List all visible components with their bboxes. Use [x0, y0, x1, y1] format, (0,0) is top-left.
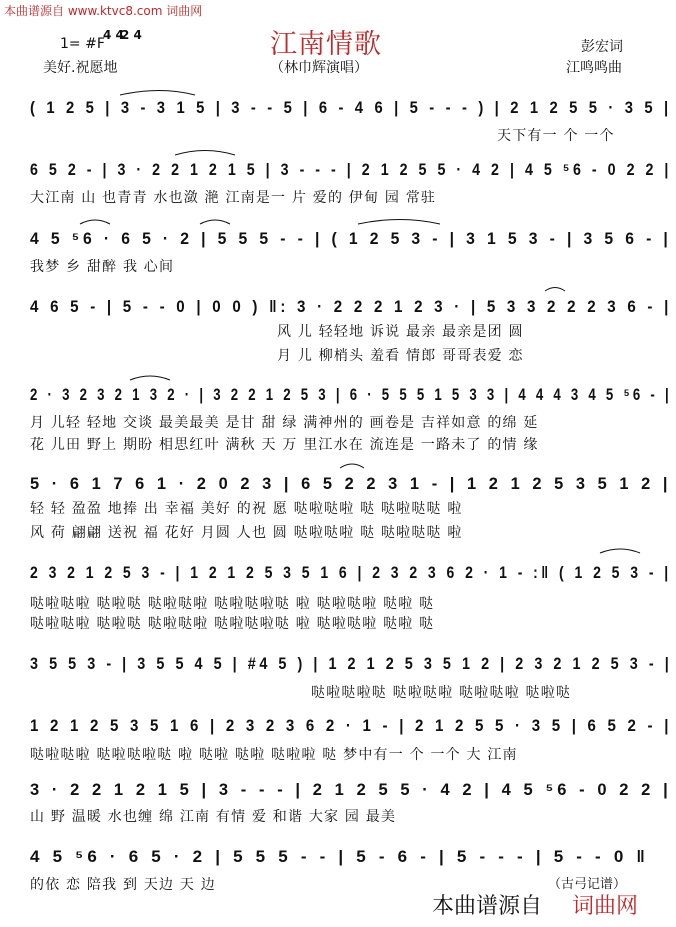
singer-credit: （林巾辉演唱）: [270, 60, 368, 76]
lyricist-credit: 彭宏词: [581, 39, 623, 55]
slur-mark: [80, 220, 110, 224]
notation-line-10: 3 · 2 2 1 2 1 5 | 3 - - - | 2 1 2 5 5 · 4 2 | 4 5 ⁵6 - 0 2 2 |: [30, 780, 672, 799]
slur-mark: [175, 151, 235, 156]
slur-mark: [358, 220, 440, 225]
time-signature-2-4: 2 4: [121, 28, 142, 42]
slur-mark: [200, 220, 230, 224]
slur-mark: [600, 549, 640, 553]
lyrics-line-9: 哒啦哒啦 哒啦哒啦哒 啦 哒啦 哒啦 哒啦啦 哒 梦中有一 个 一个 大 江南: [30, 747, 518, 763]
lyrics-line-8: 哒啦哒啦哒 哒啦哒啦 哒啦哒啦 哒啦哒: [311, 685, 572, 701]
key-signature: 1= #F: [60, 36, 105, 52]
notation-line-9: 1 2 1 2 5 3 5 1 6 | 2 3 2 3 6 2 · 1 - | 2 1 2 5 5 · 3 5 | 6 5 2 - |: [30, 716, 673, 735]
notation-line-3: 4 5 ⁵6 · 6 5 · 2 | 5 5 5 - - | ( 1 2 5 3 - | 3 1 5 3 - | 3 5 6 - |: [30, 229, 672, 248]
notation-line-4: 4 6 5 - | 5 - - 0 | 0 0 ) ‖: 3 · 2 2 2 1 2 3 · | 5 3 3 2 2 2 3 6 - |: [30, 297, 673, 316]
lyrics-line-3: 我梦 乡 甜醉 我 心间: [30, 259, 175, 275]
performance-direction: 美好.祝愿地: [43, 60, 118, 76]
transcriber-note: （古弓记谱）: [548, 877, 627, 892]
slur-mark: [545, 288, 565, 292]
notation-line-6: 5 · 6 1 7 6 1 · 2 0 2 3 | 6 5 2 2 3 1 - | 1 2 1 2 5 3 5 1 2 |: [30, 474, 672, 493]
slur-mark: [130, 376, 170, 380]
lyrics-line-4a: 风 儿 轻轻地 诉说 最亲 最亲是团 圆: [277, 324, 524, 340]
site-name-watermark: 词曲网: [572, 894, 639, 919]
lyrics-line-6b: 风 荷 翩翩 送祝 福 花好 月圆 人也 圆 哒啦哒啦 哒 哒啦哒哒 啦: [30, 525, 463, 541]
lyrics-line-7a: 哒啦哒啦 哒啦哒 哒啦哒啦 哒啦哒啦哒 啦 哒啦哒啦 哒啦 哒: [30, 596, 435, 612]
notation-line-1: ( 1 2 5 | 3 - 3 1 5 | 3 - - 5 | 6 - 4 6 | 5 - - - ) | 2 1 2 5 5 · 3 5 |: [30, 98, 672, 117]
slur-mark: [120, 91, 195, 96]
source-watermark-bottom: 本曲谱源自: [432, 894, 543, 919]
lyrics-line-10: 山 野 温暖 水也缠 绵 江南 有情 爱 和谐 大家 园 最美: [30, 809, 397, 825]
lyrics-line-7b: 哒啦哒啦 哒啦哒 哒啦哒啦 哒啦哒啦哒 啦 哒啦哒啦 哒啦 哒: [30, 616, 435, 632]
notation-line-5: 2 · 3 2 3 2 1 3 2 · | 3 2 2 1 2 5 3 | 6 · 5 5 5 1 5 3 3 | 4 4 4 3 4 5 ⁵6 - |: [30, 385, 672, 404]
song-title: 江南情歌: [270, 29, 382, 60]
lyrics-line-2: 大江南 山 也青青 水也潋 滟 江南是一 片 爱的 伊甸 园 常驻: [30, 190, 437, 206]
notation-line-2: 6 5 2 - | 3 · 2 2 1 2 1 5 | 3 - - - | 2 1 2 5 5 · 4 2 | 4 5 ⁵6 - 0 2 2 |: [30, 160, 672, 179]
slur-mark: [340, 464, 364, 468]
notation-line-11: 4 5 ⁵6 · 6 5 · 2 | 5 5 5 - - | 5 - 6 - | 5 - - - | 5 - - 0 ‖: [30, 847, 650, 866]
lyrics-line-5b: 花 儿田 野上 期盼 相思红叶 满秋 天 万 里江水在 流连是 一路未了 的情 缘: [30, 437, 539, 453]
notation-line-8: 3 5 5 3 - | 3 5 5 4 5 | #4 5 ) | 1 2 1 2 5 3 5 1 2 | 2 3 2 1 2 5 3 - |: [30, 654, 673, 673]
lyrics-line-5a: 月 儿轻 轻地 交谈 最美最美 是甘 甜 绿 满神州的 画卷是 吉祥如意 的绵 延: [30, 415, 539, 431]
notation-line-7: 2 3 2 1 2 5 3 - | 1 2 1 2 5 3 5 1 6 | 2 3 2 3 6 2 · 1 - :‖ ( 1 2 5 3 - |: [30, 563, 672, 582]
lyrics-line-1: 天下有一 个 一个: [497, 128, 615, 144]
lyrics-line-6a: 轻 轻 盈盈 地捧 出 幸福 美好 的祝 愿 哒啦哒啦 哒 哒啦哒哒 啦: [30, 501, 463, 517]
lyrics-line-11: 的依 恋 陪我 到 天边 天 边: [30, 877, 216, 893]
lyrics-line-4b: 月 儿 柳梢头 羞看 情郎 哥哥表爱 恋: [277, 348, 524, 364]
time-signature-4-4: 4 4: [103, 28, 124, 42]
source-watermark: 本曲谱源自 www.ktvc8.com 词曲网: [4, 4, 203, 18]
composer-credit: 江鸣鸣曲: [566, 60, 622, 76]
